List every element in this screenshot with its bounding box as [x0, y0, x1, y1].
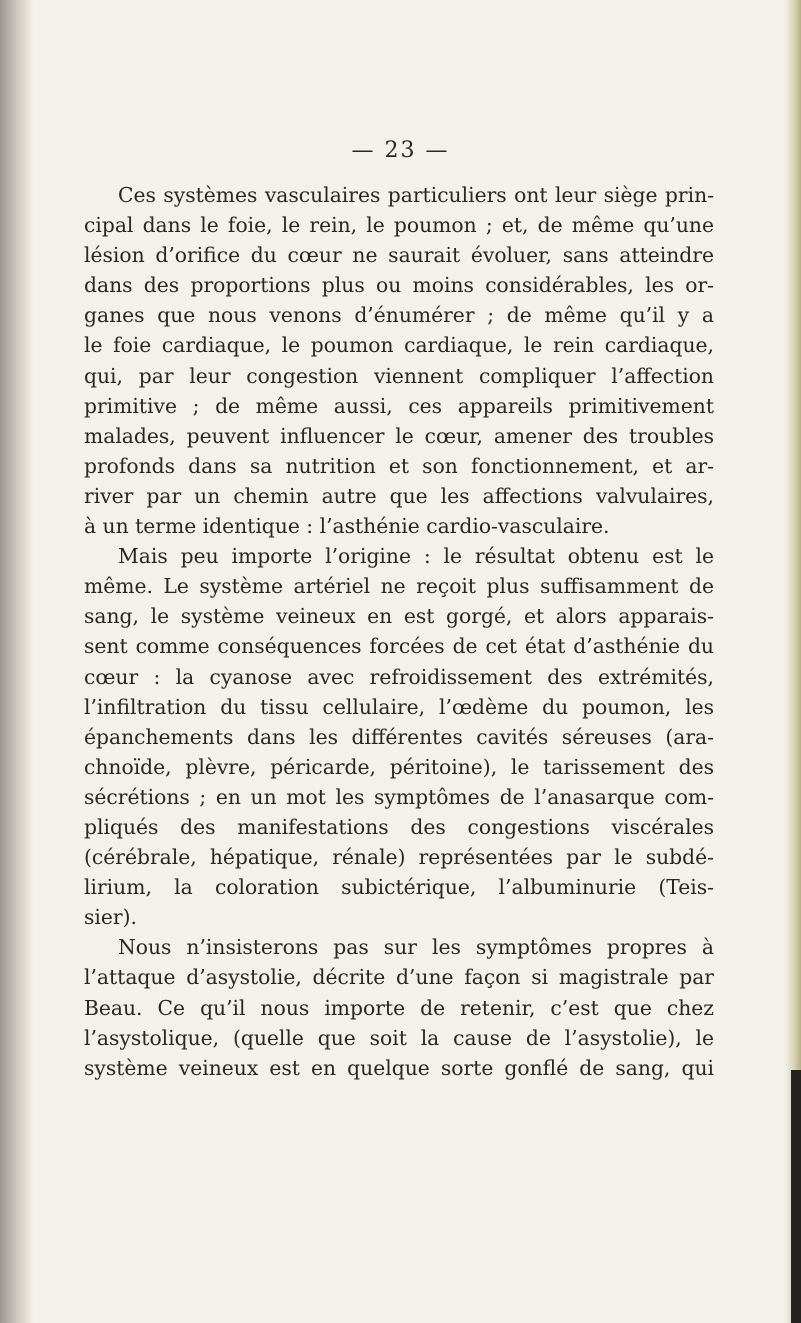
text-line: dans des proportions plus ou moins considérables, les or-	[84, 273, 714, 298]
text-line: cipal dans le foie, le rein, le poumon ; et, de même qu’une	[84, 213, 714, 238]
text-line: sang, le système veineux en est gorgé, et alors apparais-	[84, 604, 714, 629]
text-line: chnoïde, plèvre, péricarde, péritoine), le tarissement des	[84, 754, 714, 779]
text-line: cœur : la cyanose avec refroidissement des extrémités,	[84, 664, 714, 689]
text-line: Nous n’insisterons pas sur les symptômes propres à	[118, 935, 714, 960]
text-line: sécrétions ; en un mot les symptômes de l’anasarque com-	[84, 784, 714, 809]
text-line: sent comme conséquences forcées de cet état d’asthénie du	[84, 634, 714, 659]
text-line: l’asystolique, (quelle que soit la cause de l’asystolie), le	[84, 1025, 714, 1050]
text-line: sier).	[84, 905, 137, 930]
page-number: — 23 —	[351, 138, 450, 163]
text-line: lésion d’orifice du cœur ne saurait évoluer, sans atteindre	[84, 243, 714, 268]
page-edge-dark-strip	[791, 1070, 801, 1323]
text-line: river par un chemin autre que les affections valvulaires,	[84, 483, 714, 508]
text-line: même. Le système artériel ne reçoit plus suffisamment de	[84, 574, 714, 599]
text-line: Beau. Ce qu’il nous importe de retenir, c’est que chez	[84, 995, 714, 1020]
body-text	[84, 180, 714, 1083]
text-line: Ces systèmes vasculaires particuliers ont leur siège prin-	[118, 183, 714, 207]
text-line: Mais peu importe l’origine : le résultat obtenu est le	[118, 544, 714, 569]
text-line: pliqués des manifestations des congestions viscérales	[84, 814, 714, 839]
text-line: (cérébrale, hépatique, rénale) représentées par le subdé-	[84, 845, 714, 870]
text-line: l’infiltration du tissu cellulaire, l’œdème du poumon, les	[84, 694, 714, 719]
text-line: primitive ; de même aussi, ces appareils primitivement	[84, 393, 714, 418]
text-line: qui, par leur congestion viennent compliquer l’affection	[84, 363, 714, 388]
page-edge-shadow-left	[0, 0, 34, 1323]
text-line: épanchements dans les différentes cavités séreuses (ara-	[84, 724, 714, 749]
text-line: lirium, la coloration subictérique, l’albuminurie (Teis-	[84, 875, 714, 900]
text-line: profonds dans sa nutrition et son fonctionnement, et ar-	[84, 453, 714, 478]
text-line: système veineux est en quelque sorte gonflé de sang, qui	[84, 1055, 714, 1080]
text-line: malades, peuvent influencer le cœur, amener des troubles	[84, 423, 714, 448]
text-line: le foie cardiaque, le poumon cardiaque, le rein cardiaque,	[84, 333, 714, 358]
text-line: l’attaque d’asystolie, décrite d’une façon si magistrale par	[84, 965, 714, 990]
text-line: à un terme identique : l’asthénie cardio-vasculaire.	[84, 514, 610, 539]
text-line: ganes que nous venons d’énumérer ; de même qu’il y a	[84, 303, 714, 328]
